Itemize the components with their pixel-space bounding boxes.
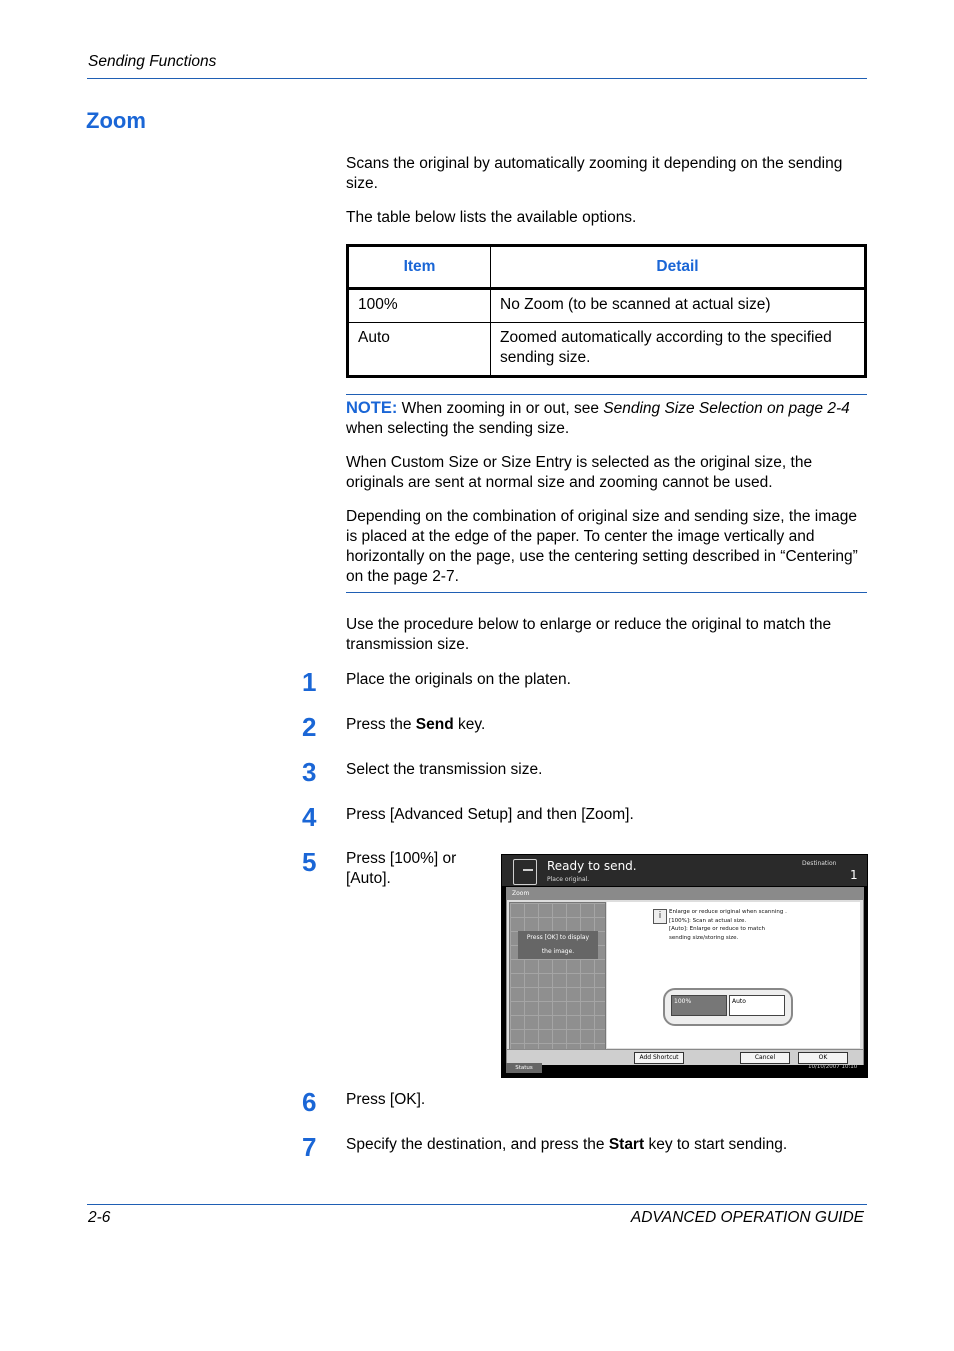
zoom-button-group: [663, 988, 793, 1026]
operation-panel-screenshot: [501, 854, 868, 1078]
table-header-item: Item: [348, 246, 491, 289]
panel-body: [506, 887, 864, 1065]
start-key-label: Start: [608, 1136, 645, 1153]
intro-paragraph: Scans the original by automatically zooming it depending on the sending size.: [346, 155, 843, 192]
note-label: NOTE:: [346, 399, 398, 417]
step-text: Select the transmission size.: [346, 761, 543, 778]
step-number: 7: [302, 1132, 317, 1162]
step-text: Press the Send key.: [346, 716, 486, 733]
page-number: 2-6: [88, 1209, 111, 1226]
zoom-100-button[interactable]: 100%: [671, 995, 727, 1016]
table-row: [348, 289, 866, 323]
page-title: Zoom: [86, 108, 146, 133]
procedure-intro: Use the procedure below to enlarge or reduce the original to match the transmission size.: [346, 616, 832, 653]
step-text: Place the originals on the platen.: [346, 671, 571, 688]
step-text: Press [100%] or [Auto].: [346, 850, 457, 887]
table-intro: The table below lists the available options.: [346, 209, 637, 226]
options-table: [346, 244, 867, 378]
step-number: 2: [302, 712, 317, 742]
ok-button[interactable]: OK: [798, 1052, 848, 1064]
running-header: Sending Functions: [88, 53, 217, 70]
step-number: 5: [302, 847, 317, 877]
footer-rule: [87, 1204, 867, 1205]
info-icon: i: [653, 909, 667, 924]
step-number: 3: [302, 757, 317, 787]
note-text: When zooming in or out, see: [401, 400, 599, 417]
note-reference: Sending Size Selection on page 2-4: [603, 400, 850, 417]
panel-status-bar: [502, 855, 867, 886]
panel-preview: [509, 902, 606, 1050]
note-paragraph-3: Depending on the combination of original size and sending size, the image is placed at the edge of the paper. To center the image vertically and horizontally on the page, use the centering setting described in “Centering” on the page 2-7.: [346, 508, 858, 585]
panel-description: Enlarge or reduce original when scanning . [100%]: Scan at actual size. [Auto]: Enlarge or reduce to match sending size/storing size.: [669, 909, 787, 941]
note-paragraph-2: When Custom Size or Size Entry is selected as the original size, the originals are sent at normal size and zooming cannot be used.: [346, 454, 813, 491]
status-button[interactable]: Status: [506, 1063, 542, 1073]
note-tail: when selecting the sending size.: [346, 420, 570, 437]
panel-tab-zoom: Zoom: [507, 888, 863, 900]
step-number: 6: [302, 1087, 317, 1117]
table-cell-detail: No Zoom (to be scanned at actual size): [491, 289, 866, 323]
header-rule: [87, 78, 867, 79]
step-number: 4: [302, 802, 317, 832]
zoom-auto-button[interactable]: Auto: [729, 995, 785, 1016]
table-row: [348, 323, 866, 377]
note-top-rule: [346, 394, 867, 395]
note-bottom-rule: [346, 592, 867, 593]
guide-title: ADVANCED OPERATION GUIDE: [630, 1209, 864, 1226]
panel-destination-count: 1: [850, 868, 858, 882]
step-text: Press [OK].: [346, 1091, 426, 1108]
cancel-button[interactable]: Cancel: [740, 1052, 790, 1064]
step-number: 1: [302, 667, 317, 697]
panel-bottom-bar: [507, 1049, 863, 1065]
table-cell-detail: Zoomed automatically according to the specified sending size.: [491, 323, 866, 377]
panel-main-area: [607, 902, 860, 1048]
table-cell-item: 100%: [348, 289, 491, 323]
send-mode-icon: [513, 859, 537, 885]
step-text: Specify the destination, and press the Start key to start sending.: [346, 1136, 788, 1153]
table-cell-item: Auto: [348, 323, 491, 377]
add-shortcut-button[interactable]: Add Shortcut: [634, 1052, 684, 1064]
note-paragraph: [346, 398, 866, 439]
panel-place-message: Place original.: [547, 876, 590, 883]
panel-ready-message: Ready to send.: [547, 859, 637, 873]
table-header-detail: Detail: [491, 246, 866, 289]
step-text: Press [Advanced Setup] and then [Zoom].: [346, 806, 634, 823]
panel-destination-label: Destination: [802, 860, 837, 867]
preview-message: Press [OK] to display the image.: [518, 931, 598, 959]
panel-datetime: 10/10/2007 10:10: [808, 1064, 858, 1070]
send-key-label: Send: [415, 716, 454, 733]
